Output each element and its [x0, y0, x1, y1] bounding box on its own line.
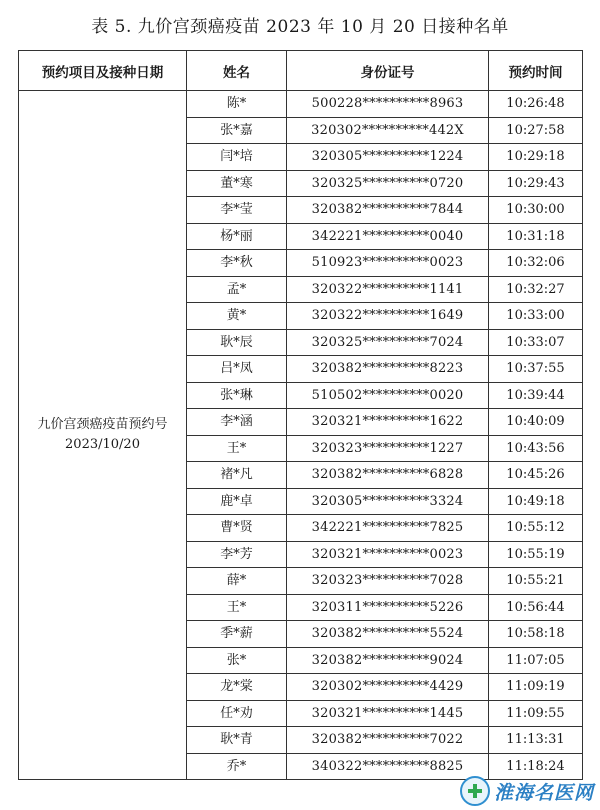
- cell-appointment-time: 11:18:24: [489, 753, 583, 780]
- cell-name: 王*: [187, 594, 287, 621]
- cell-name: 李*芳: [187, 541, 287, 568]
- vaccination-roster-table: [18, 50, 583, 780]
- cell-id-number: 320322**********1649: [287, 303, 489, 330]
- cell-name: 任*劝: [187, 700, 287, 727]
- cell-name: 黄*: [187, 303, 287, 330]
- group-date: 2023/10/20: [65, 437, 140, 452]
- group-cell: [19, 91, 187, 780]
- cell-id-number: 340322**********8825: [287, 753, 489, 780]
- cell-id-number: 510502**********0020: [287, 382, 489, 409]
- cell-appointment-time: 11:07:05: [489, 647, 583, 674]
- cell-name: 李*莹: [187, 197, 287, 224]
- cell-name: 张*: [187, 647, 287, 674]
- cell-id-number: 320323**********7028: [287, 568, 489, 595]
- cell-appointment-time: 10:55:21: [489, 568, 583, 595]
- cell-id-number: 320321**********1622: [287, 409, 489, 436]
- cell-id-number: 320302**********4429: [287, 674, 489, 701]
- cell-appointment-time: 10:49:18: [489, 488, 583, 515]
- cell-name: 陈*: [187, 91, 287, 118]
- cell-appointment-time: 10:55:12: [489, 515, 583, 542]
- cell-appointment-time: 10:55:19: [489, 541, 583, 568]
- cell-id-number: 500228**********8963: [287, 91, 489, 118]
- cell-name: 李*秋: [187, 250, 287, 277]
- header-appointment-time: 预约时间: [489, 51, 583, 91]
- cell-appointment-time: 10:43:56: [489, 435, 583, 462]
- cell-appointment-time: 11:09:19: [489, 674, 583, 701]
- cell-id-number: 320382**********6828: [287, 462, 489, 489]
- cell-name: 褚*凡: [187, 462, 287, 489]
- watermark: [460, 776, 594, 806]
- cell-appointment-time: 10:29:18: [489, 144, 583, 171]
- cell-name: 薛*: [187, 568, 287, 595]
- cell-appointment-time: 11:13:31: [489, 727, 583, 754]
- cell-appointment-time: 10:33:07: [489, 329, 583, 356]
- cell-appointment-time: 10:40:09: [489, 409, 583, 436]
- cell-appointment-time: 10:32:06: [489, 250, 583, 277]
- cell-appointment-time: 10:37:55: [489, 356, 583, 383]
- cell-name: 李*涵: [187, 409, 287, 436]
- cell-id-number: 320382**********8223: [287, 356, 489, 383]
- cell-name: 耿*辰: [187, 329, 287, 356]
- watermark-text: 淮海名医网: [493, 781, 594, 804]
- cell-name: 董*寒: [187, 170, 287, 197]
- cell-appointment-time: 10:39:44: [489, 382, 583, 409]
- cell-appointment-time: 11:09:55: [489, 700, 583, 727]
- cell-appointment-time: 10:33:00: [489, 303, 583, 330]
- cell-id-number: 320325**********0720: [287, 170, 489, 197]
- cell-id-number: 342221**********7825: [287, 515, 489, 542]
- cell-appointment-time: 10:45:26: [489, 462, 583, 489]
- cell-id-number: 320305**********1224: [287, 144, 489, 171]
- cell-name: 乔*: [187, 753, 287, 780]
- cell-id-number: 320321**********0023: [287, 541, 489, 568]
- cell-appointment-time: 10:56:44: [489, 594, 583, 621]
- cell-id-number: 320322**********1141: [287, 276, 489, 303]
- cell-id-number: 320382**********7022: [287, 727, 489, 754]
- cell-name: 耿*青: [187, 727, 287, 754]
- cell-name: 闫*培: [187, 144, 287, 171]
- cell-id-number: 342221**********0040: [287, 223, 489, 250]
- cell-appointment-time: 10:58:18: [489, 621, 583, 648]
- cell-name: 王*: [187, 435, 287, 462]
- cell-id-number: 320311**********5226: [287, 594, 489, 621]
- cell-id-number: 320382**********5524: [287, 621, 489, 648]
- cell-name: 孟*: [187, 276, 287, 303]
- cell-appointment-time: 10:32:27: [489, 276, 583, 303]
- group-title: 九价宫颈癌疫苗预约号: [37, 417, 168, 432]
- cell-id-number: 510923**********0023: [287, 250, 489, 277]
- cell-appointment-time: 10:30:00: [489, 197, 583, 224]
- cell-name: 张*嘉: [187, 117, 287, 144]
- table-row: [19, 91, 583, 118]
- cell-id-number: 320382**********7844: [287, 197, 489, 224]
- cell-name: 季*薪: [187, 621, 287, 648]
- table-body: [19, 91, 583, 780]
- header-project-date: 预约项目及接种日期: [19, 51, 187, 91]
- header-name: 姓名: [187, 51, 287, 91]
- cell-id-number: 320323**********1227: [287, 435, 489, 462]
- cell-name: 鹿*卓: [187, 488, 287, 515]
- cell-id-number: 320382**********9024: [287, 647, 489, 674]
- cell-name: 曹*贤: [187, 515, 287, 542]
- page-title: 表 5. 九价宫颈癌疫苗 2023 年 10 月 20 日接种名单: [91, 17, 509, 37]
- cell-id-number: 320305**********3324: [287, 488, 489, 515]
- cell-name: 吕*凤: [187, 356, 287, 383]
- header-id-number: 身份证号: [287, 51, 489, 91]
- cell-id-number: 320321**********1445: [287, 700, 489, 727]
- header-row: [19, 51, 583, 91]
- cell-appointment-time: 10:26:48: [489, 91, 583, 118]
- cell-name: 杨*丽: [187, 223, 287, 250]
- cell-appointment-time: 10:31:18: [489, 223, 583, 250]
- cell-id-number: 320302**********442X: [287, 117, 489, 144]
- cell-appointment-time: 10:27:58: [489, 117, 583, 144]
- cell-name: 张*琳: [187, 382, 287, 409]
- cross-logo-icon: [460, 776, 490, 806]
- table-header: [19, 51, 583, 91]
- cell-appointment-time: 10:29:43: [489, 170, 583, 197]
- cell-id-number: 320325**********7024: [287, 329, 489, 356]
- cell-name: 龙*棠: [187, 674, 287, 701]
